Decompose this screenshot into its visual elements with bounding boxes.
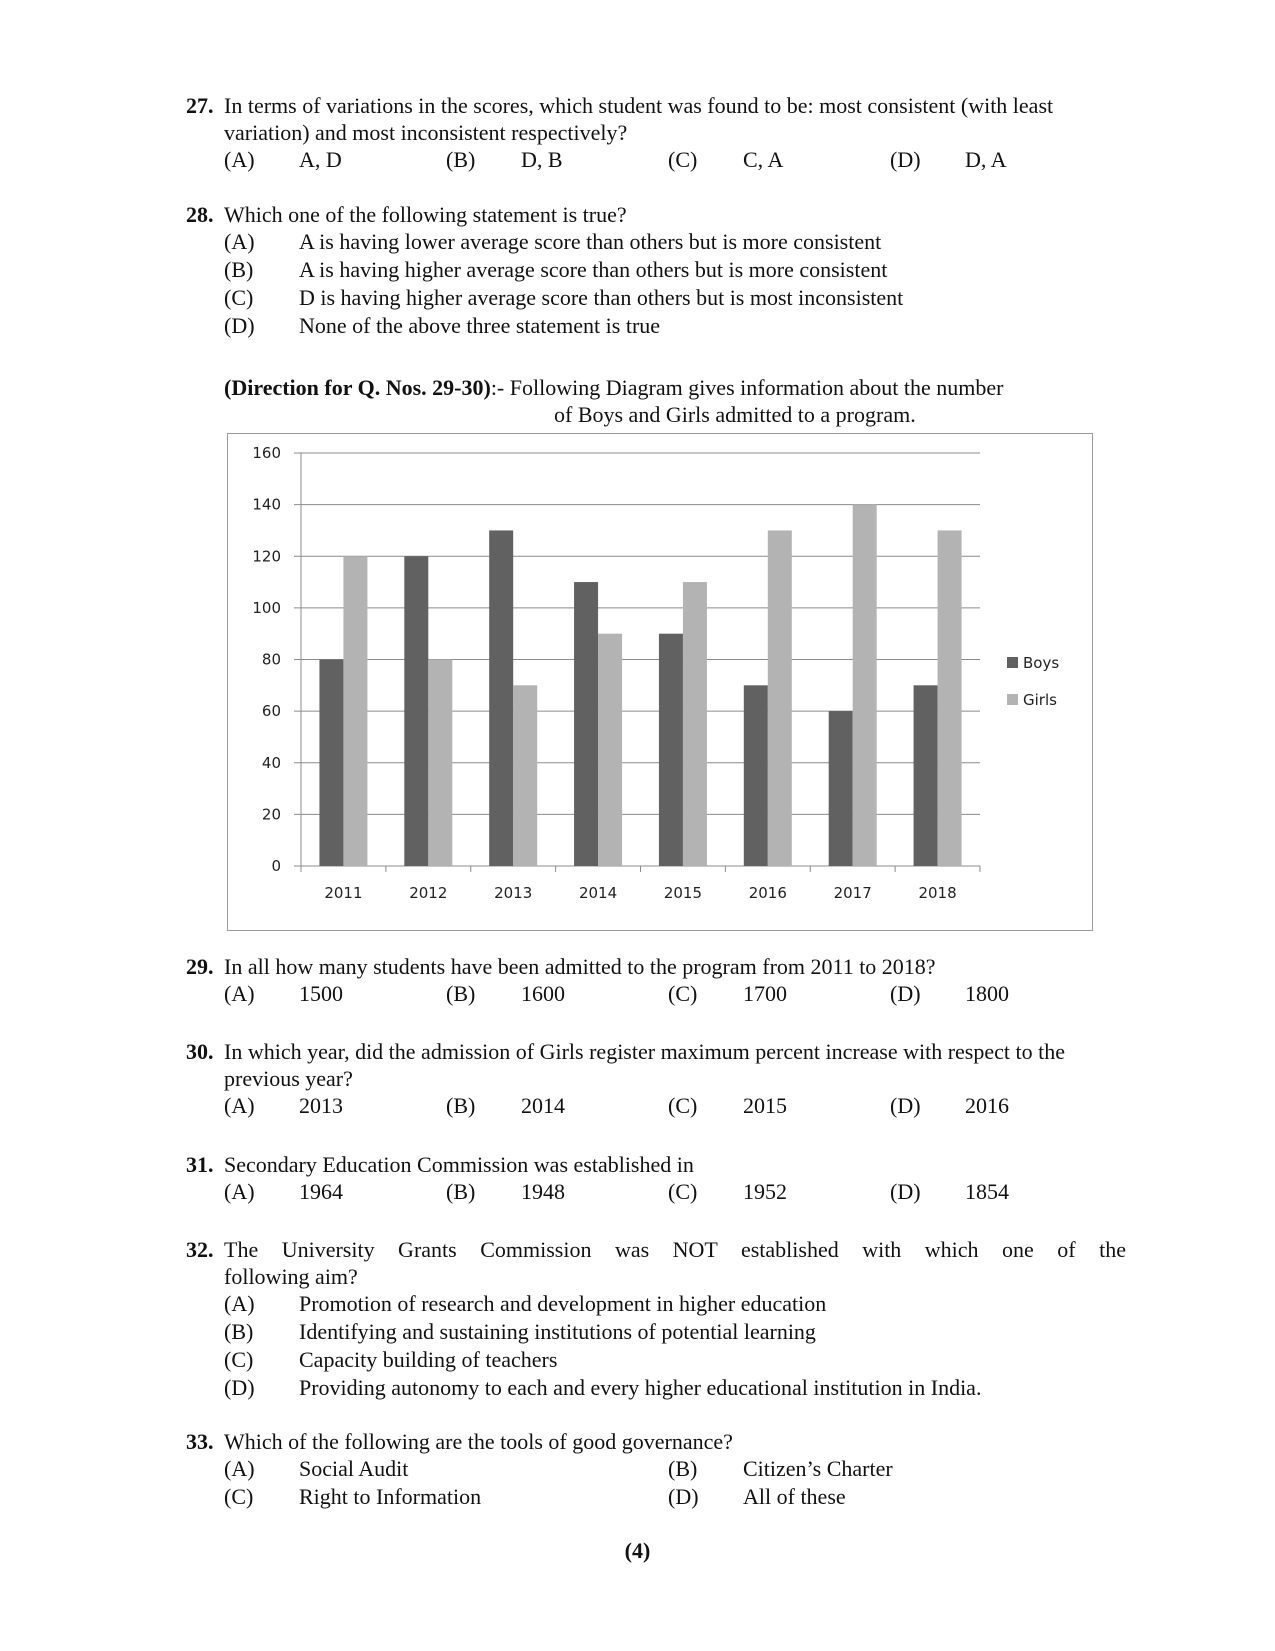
question-text: In all how many students have been admitted to the program from 2011 to 2018? <box>224 954 936 979</box>
option-d[interactable] <box>890 1178 1009 1205</box>
option-text: 1952 <box>743 1179 787 1204</box>
question-27 <box>186 92 1126 173</box>
option-text: Identifying and sustaining institutions of potential learning <box>299 1319 816 1344</box>
option-text: D, B <box>521 147 563 172</box>
option-text: D is having higher average score than others but is most inconsistent <box>299 285 904 310</box>
question-28 <box>186 201 1126 340</box>
direction-label: (Direction for Q. Nos. 29-30) <box>224 375 491 400</box>
question-text-line-2: following aim? <box>224 1264 358 1289</box>
option-text: 2014 <box>521 1093 565 1118</box>
option-label: (C) <box>224 1484 254 1509</box>
option-label: (C) <box>668 1179 698 1204</box>
bar-girls-2013 <box>513 685 537 866</box>
option-text: A is having lower average score than others but is more consistent <box>299 229 882 254</box>
bar-girls-2016 <box>768 530 792 866</box>
direction-line-1: Following Diagram gives information about the number <box>509 375 1004 400</box>
bar-girls-2015 <box>683 582 707 866</box>
question-number: 27. <box>186 93 214 118</box>
question-32 <box>186 1236 1126 1402</box>
bar-girls-2012 <box>428 660 452 867</box>
option-text: 2013 <box>299 1093 343 1118</box>
option-text: All of these <box>743 1484 846 1509</box>
x-tick-label: 2016 <box>748 884 787 902</box>
question-number: 30. <box>186 1039 214 1064</box>
option-a[interactable] <box>224 1178 343 1205</box>
option-label: (A) <box>224 1179 255 1204</box>
option-label: (B) <box>668 1456 698 1481</box>
y-tick-label: 160 <box>252 444 281 462</box>
option-text: A is having higher average score than others but is more consistent <box>299 257 888 282</box>
legend-swatch-boys <box>1007 657 1018 668</box>
option-text: 1800 <box>965 981 1009 1006</box>
question-text: Which one of the following statement is true? <box>224 202 627 227</box>
option-label: (B) <box>446 1093 476 1118</box>
question-text-line-1: The University Grants Commission was NOT established with which one of the <box>224 1237 1126 1262</box>
question-29 <box>186 953 1126 1007</box>
option-a[interactable] <box>224 1092 343 1119</box>
chart-svg <box>228 434 1094 932</box>
question-text: In which year, did the admission of Girls register maximum percent increase with respect to the previous year? <box>224 1039 1065 1091</box>
y-tick-label: 100 <box>252 598 281 617</box>
option-text: 2015 <box>743 1093 787 1118</box>
bar-boys-2012 <box>404 556 428 866</box>
option-text: Social Audit <box>299 1456 409 1481</box>
bar-boys-2018 <box>914 685 938 866</box>
option-b[interactable] <box>446 980 565 1007</box>
legend-label-girls: Girls <box>1023 691 1057 709</box>
option-label: (D) <box>668 1484 699 1509</box>
x-tick-label: 2018 <box>918 884 957 902</box>
option-text: None of the above three statement is true <box>299 313 661 338</box>
option-d[interactable] <box>224 312 1126 340</box>
x-tick-label: 2014 <box>578 884 618 902</box>
option-d[interactable] <box>224 1374 1126 1402</box>
option-c[interactable] <box>668 1178 787 1205</box>
question-text: Which of the following are the tools of good governance? <box>224 1429 733 1454</box>
bar-girls-2017 <box>853 505 877 866</box>
option-text: Providing autonomy to each and every higher educational institution in India. <box>299 1375 982 1400</box>
option-c[interactable] <box>668 1092 787 1119</box>
option-a[interactable] <box>224 980 343 1007</box>
option-label: (A) <box>224 147 255 172</box>
bar-boys-2014 <box>574 582 598 866</box>
question-text: In terms of variations in the scores, which student was found to be: most consistent (with least variation) and most inconsistent respectively? <box>224 93 1054 145</box>
bar-boys-2016 <box>744 685 768 866</box>
option-text: 1600 <box>521 981 565 1006</box>
y-tick-label: 140 <box>252 495 281 514</box>
bar-boys-2011 <box>319 660 343 867</box>
option-text: 1700 <box>743 981 787 1006</box>
question-31 <box>186 1151 1126 1205</box>
y-tick-label: 60 <box>261 702 281 721</box>
option-label: (A) <box>224 1456 255 1481</box>
option-label: (D) <box>890 1179 921 1204</box>
option-a[interactable] <box>224 146 342 173</box>
bar-girls-2018 <box>938 530 962 866</box>
bar-boys-2013 <box>489 530 513 866</box>
option-label: (C) <box>668 147 698 172</box>
option-label: (B) <box>224 1319 254 1344</box>
option-label: (D) <box>224 313 255 338</box>
option-label: (C) <box>668 981 698 1006</box>
y-tick-label: 0 <box>271 857 281 875</box>
question-number: 33. <box>186 1429 214 1454</box>
option-c[interactable] <box>224 1346 1126 1374</box>
options-list <box>224 228 1126 340</box>
option-d[interactable] <box>668 1483 846 1510</box>
option-label: (A) <box>224 981 255 1006</box>
option-label: (C) <box>224 285 254 310</box>
bar-chart <box>227 433 1093 931</box>
option-d[interactable] <box>890 1092 1009 1119</box>
option-b[interactable] <box>446 1092 565 1119</box>
option-label: (C) <box>668 1093 698 1118</box>
direction-line-2: of Boys and Girls admitted to a program. <box>554 402 916 427</box>
option-text: Citizen’s Charter <box>743 1456 893 1481</box>
option-a[interactable] <box>224 228 1126 256</box>
option-b[interactable] <box>224 1318 1126 1346</box>
question-number: 31. <box>186 1152 214 1177</box>
direction-text <box>224 374 1128 428</box>
x-tick-label: 2017 <box>833 884 872 902</box>
options-row <box>224 1178 1126 1205</box>
option-label: (A) <box>224 1291 255 1316</box>
y-tick-label: 120 <box>252 547 281 566</box>
option-c[interactable] <box>668 146 783 173</box>
option-text: 2016 <box>965 1093 1009 1118</box>
option-label: (B) <box>446 981 476 1006</box>
legend-swatch-girls <box>1007 694 1018 705</box>
bar-girls-2014 <box>598 634 622 866</box>
x-tick-label: 2012 <box>409 884 448 902</box>
option-text: Right to Information <box>299 1484 482 1509</box>
options-grid <box>224 1455 1126 1511</box>
direction-separator: :- <box>490 375 510 400</box>
option-b[interactable] <box>668 1455 893 1482</box>
option-a[interactable] <box>224 1455 408 1482</box>
options-list <box>224 1290 1126 1402</box>
option-d[interactable] <box>890 980 1009 1007</box>
x-tick-label: 2013 <box>494 884 533 902</box>
options-row <box>224 980 1126 1007</box>
y-tick-label: 80 <box>261 650 281 669</box>
option-label: (B) <box>224 257 254 282</box>
option-b[interactable] <box>446 146 563 173</box>
option-c[interactable] <box>224 284 1126 312</box>
option-b[interactable] <box>224 256 1126 284</box>
option-label: (D) <box>890 147 921 172</box>
page-number: (4) <box>624 1538 651 1563</box>
question-number: 28. <box>186 202 214 227</box>
option-label: (A) <box>224 229 255 254</box>
option-d[interactable] <box>890 146 1007 173</box>
option-text: D, A <box>965 147 1007 172</box>
option-text: 1854 <box>965 1179 1009 1204</box>
legend-label-boys: Boys <box>1023 654 1060 672</box>
option-text: 1500 <box>299 981 343 1006</box>
bar-girls-2011 <box>343 556 367 866</box>
option-label: (B) <box>446 147 476 172</box>
option-text: Promotion of research and development in higher education <box>299 1291 827 1316</box>
option-text: 1948 <box>521 1179 565 1204</box>
option-c[interactable] <box>668 980 787 1007</box>
question-number: 32. <box>186 1237 214 1262</box>
option-label: (B) <box>446 1179 476 1204</box>
bar-boys-2017 <box>829 711 853 866</box>
y-tick-label: 40 <box>261 753 281 772</box>
question-number: 29. <box>186 954 214 979</box>
option-label: (D) <box>890 981 921 1006</box>
options-row <box>224 1092 1126 1119</box>
option-text: Capacity building of teachers <box>299 1347 558 1372</box>
option-text: C, A <box>743 147 784 172</box>
question-33 <box>186 1428 1126 1511</box>
question-text: Secondary Education Commission was established in <box>224 1152 694 1177</box>
x-tick-label: 2015 <box>663 884 703 902</box>
option-c[interactable] <box>224 1483 481 1510</box>
y-tick-label: 20 <box>261 805 281 824</box>
option-text: A, D <box>299 147 342 172</box>
option-label: (D) <box>224 1375 255 1400</box>
options-row <box>224 146 1126 173</box>
question-30 <box>186 1038 1126 1119</box>
option-label: (C) <box>224 1347 254 1372</box>
option-text: 1964 <box>299 1179 343 1204</box>
option-label: (D) <box>890 1093 921 1118</box>
x-tick-label: 2011 <box>324 884 363 902</box>
bar-boys-2015 <box>659 634 683 866</box>
option-label: (A) <box>224 1093 255 1118</box>
option-b[interactable] <box>446 1178 565 1205</box>
option-a[interactable] <box>224 1290 1126 1318</box>
